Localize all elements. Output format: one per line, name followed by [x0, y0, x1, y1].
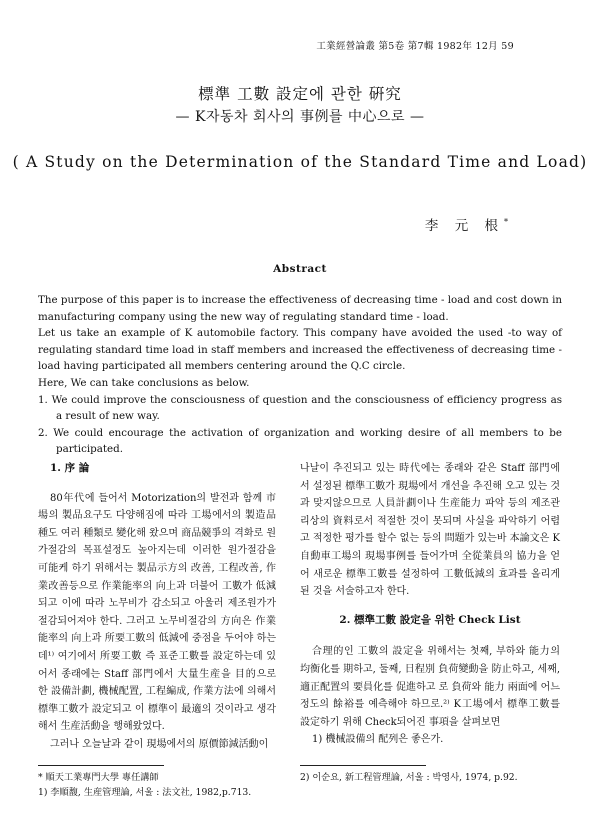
footnotes-right: [300, 770, 560, 785]
body-paragraph: 合理的인 工數의 設定을 위해서는 첫째, 부하와 能力의 均衡化를 期하고, 둘째, 日程別 負荷變動을 防止하고, 세째, 適正配置의 要員化를 促進하고 로 負荷와 能力 兩面에 어느 정도의 餘裕를 예측해야 하므로.²⁾ K工場에서 標準工數를 設定하기 위해 Check되어진 事項을 살펴보면: [300, 646, 560, 728]
footnote: * 順天工業專門大學 專任講師: [38, 772, 159, 783]
footnote: 1) 李順馥, 生産管理論, 서울 : 法文社, 1982,p.713.: [38, 787, 252, 798]
abstract-conclusion-item: 1. We could improve the consciousness of question and the consciousness of efficiency progress as a result of new way.: [38, 393, 562, 423]
author-name: 李 元 根: [424, 218, 504, 234]
footnote: 2) 이순요, 新工程管理論, 서울 : 박영사, 1974, p.92.: [300, 772, 518, 783]
footnotes-left: [38, 770, 278, 800]
footnote-rule: [300, 765, 426, 766]
author-footnote-mark: *: [504, 217, 508, 227]
abstract-heading: Abstract: [273, 263, 327, 275]
checklist-item: 1) 機械設備의 配列은 좋은가.: [312, 734, 444, 746]
abstract-paragraph: The purpose of this paper is to increase the effectiveness of decreasing time - load and cost down in manufacturing company using the new way of regulating standard time - load.: [38, 294, 562, 323]
body-paragraph: 80年代에 들어서 Motorization의 발전과 함께 市場의 製品요구도 다양해짐에 따라 工場에서의 製造品種도 여러 種類로 變化해 왔으며 商品競爭의 격화로 원가절감의 목표설정도 높아지는데 이러한 원가절감을 可能케 하기 위해서는 製品示方의 改善, 工程改善, 作業改善등으로 作業能率의 向上과 더불어 工數가 低減되고 이에 따라 노무비가 감소되고 아울러 제조원가가 절감되어져야 한다. 그러고 노무비절감의 方向은 作業能率의 向上과 所要工數의 低減에 중점을 두어야 하는데¹⁾ 여기에서 所要工數 즉 표준工數를 設定하는데 있어서 종래에는 Staff 部門에서 大量生産을 目的으로 한 設備計劃, 機械配置, 工程編成, 作業方法에 의해서 標準工數가 設定되고 이 標準이 最適의 것이라고 생각해서 生産活動을 행해왔었다.: [38, 492, 276, 733]
body-paragraph: 그러나 오늘날과 같이 現場에서의 原價節減活動이: [50, 738, 269, 750]
body-paragraph: 나날이 추진되고 있는 時代에는 종래와 같은 Staff 部門에서 설정된 標準工數가 現場에서 개선을 추진해 오고 있는 것과 맞지않으므로 人員計劃이나 生産能力 파악 등의 제조관리상의 資料로서 적절한 것이 못되며 사실을 파악하기 어렵고 적정한 평가를 할수 없는 등의 問題가 있는바 本論文은 K自動車工場의 現場事例를 들어가며 全從業員의 協力을 얻어 새로운 標準工數를 설정하여 工數低減의 효과를 올리게 된 것을 서술하고자 한다.: [300, 463, 560, 598]
section-heading-checklist: 2. 標準工數 設定을 위한 Check List: [339, 613, 521, 626]
abstract-conclusion-item: 2. We could encourage the activation of organization and working desire of all members to be participated.: [38, 426, 562, 456]
paper-title-korean: 標準 工數 設定에 관한 硏究: [198, 85, 402, 103]
right-column: [300, 460, 560, 749]
abstract-body: [38, 292, 562, 458]
running-head: 工業經營論叢 第5卷 第7輯 1982年 12月 59: [316, 41, 514, 52]
section-heading-introduction: 1. 序 論: [50, 462, 90, 474]
left-column: [38, 460, 276, 754]
abstract-paragraph: Let us take an example of K automobile factory. This company have avoided the used -to way of regulating standard time load in staff members and increased the effectiveness of decreasing time - load having participated all members centering around the Q.C circle.: [38, 327, 562, 373]
paper-subtitle-korean: — K자동차 회사의 事例를 中心으로 —: [175, 109, 425, 125]
author: [425, 214, 508, 234]
abstract-paragraph: Here, We can take conclusions as below.: [38, 376, 250, 389]
paper-title-english: ( A Study on the Determination of the Standard Time and Load): [12, 153, 588, 171]
footnote-rule: [38, 765, 164, 766]
